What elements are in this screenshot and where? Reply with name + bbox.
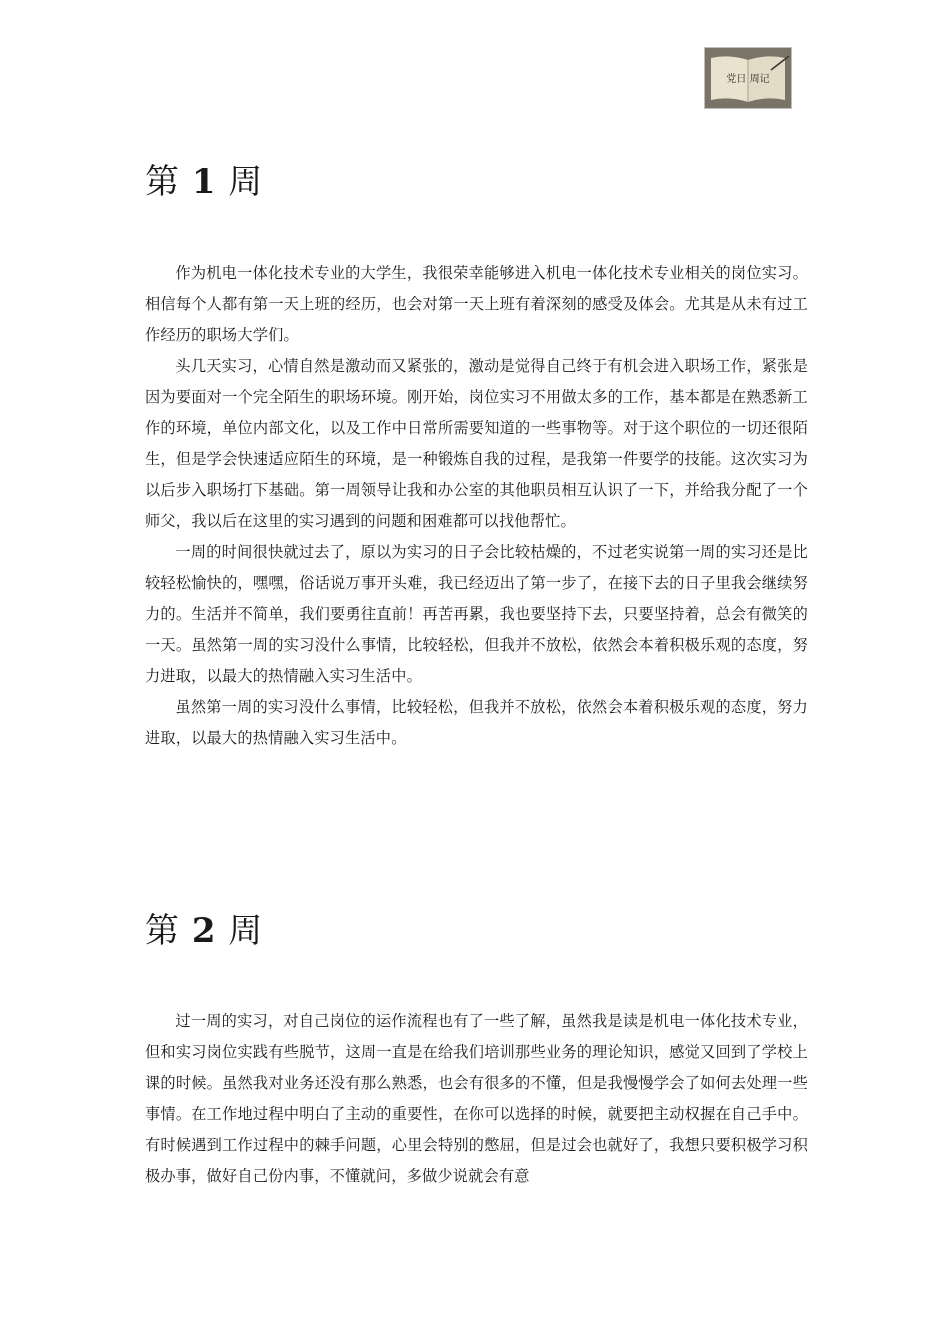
- week-2-heading: [145, 911, 263, 951]
- week-1-paragraph-3: 一周的时间很快就过去了，原以为实习的日子会比较枯燥的，不过老实说第一周的实习还是比较轻松愉快的，嘿嘿，俗话说万事开头难，我已经迈出了第一步了，在接下去的日子里我会继续努力的。生活并不简单，我们要勇往直前！再苦再累，我也要坚持下去，只要坚持着，总会有微笑的一天。虽然第一周的实习没什么事情，比较轻松，但我并不放松，依然会本着积极乐观的态度，努力进取，以最大的热情融入实习生活中。: [145, 543, 808, 685]
- week-1-heading-prefix: 第: [145, 162, 180, 202]
- week-2-heading-suffix: 周: [228, 911, 264, 951]
- week-1-heading: [145, 162, 263, 202]
- week-1-paragraph-2: 头几天实习，心情自然是激动而又紧张的，激动是觉得自己终于有机会进入职场工作，紧张是因为要面对一个完全陌生的职场环境。刚开始，岗位实习不用做太多的工作，基本都是在熟悉新工作的环境，单位内部文化，以及工作中日常所需要知道的一些事物等。对于这个职位的一切还很陌生，但是学会快速适应陌生的环境，是一种锻炼自我的过程，是我第一件要学的技能。这次实习为以后步入职场打下基础。第一周领导让我和办公室的其他职员相互认识了一下，并给我分配了一个师父，我以后在这里的实习遇到的问题和困难都可以找他帮忙。: [145, 357, 808, 530]
- week-1-body: [145, 258, 808, 754]
- week-2-paragraph-1: 过一周的实习，对自己岗位的运作流程也有了一些了解，虽然我是读是机电一体化技术专业，但和实习岗位实践有些脱节，这周一直是在给我们培训那些业务的理论知识，感觉又回到了学校上课的时候。虽然我对业务还没有那么熟悉，也会有很多的不懂，但是我慢慢学会了如何去处理一些事情。在工作地过程中明白了主动的重要性，在你可以选择的时候，就要把主动权握在自己手中。有时候遇到工作过程中的棘手问题，心里会特别的憋屈，但是过会也就好了，我想只要积极学习积极办事，做好自己份内事，不懂就问，多做少说就会有意: [145, 1012, 808, 1185]
- week-1-paragraph-4: 虽然第一周的实习没什么事情，比较轻松，但我并不放松，依然会本着积极乐观的态度，努力进取，以最大的热情融入实习生活中。: [145, 698, 808, 747]
- week-1-paragraph-1: 作为机电一体化技术专业的大学生，我很荣幸能够进入机电一体化技术专业相关的岗位实习。相信每个人都有第一天上班的经历，也会对第一天上班有着深刻的感受及体会。尤其是从未有过工作经历的职场大学们。: [145, 264, 808, 344]
- week-2-body: [145, 1006, 808, 1192]
- week-1-heading-suffix: 周: [228, 162, 264, 202]
- journal-logo: [704, 47, 792, 109]
- week-2-heading-prefix: 第: [145, 911, 180, 951]
- week-2-number: 2: [191, 911, 217, 951]
- week-1-number: 1: [191, 162, 217, 202]
- logo-text: 党日 周记: [726, 74, 770, 85]
- open-book-icon: [705, 48, 791, 108]
